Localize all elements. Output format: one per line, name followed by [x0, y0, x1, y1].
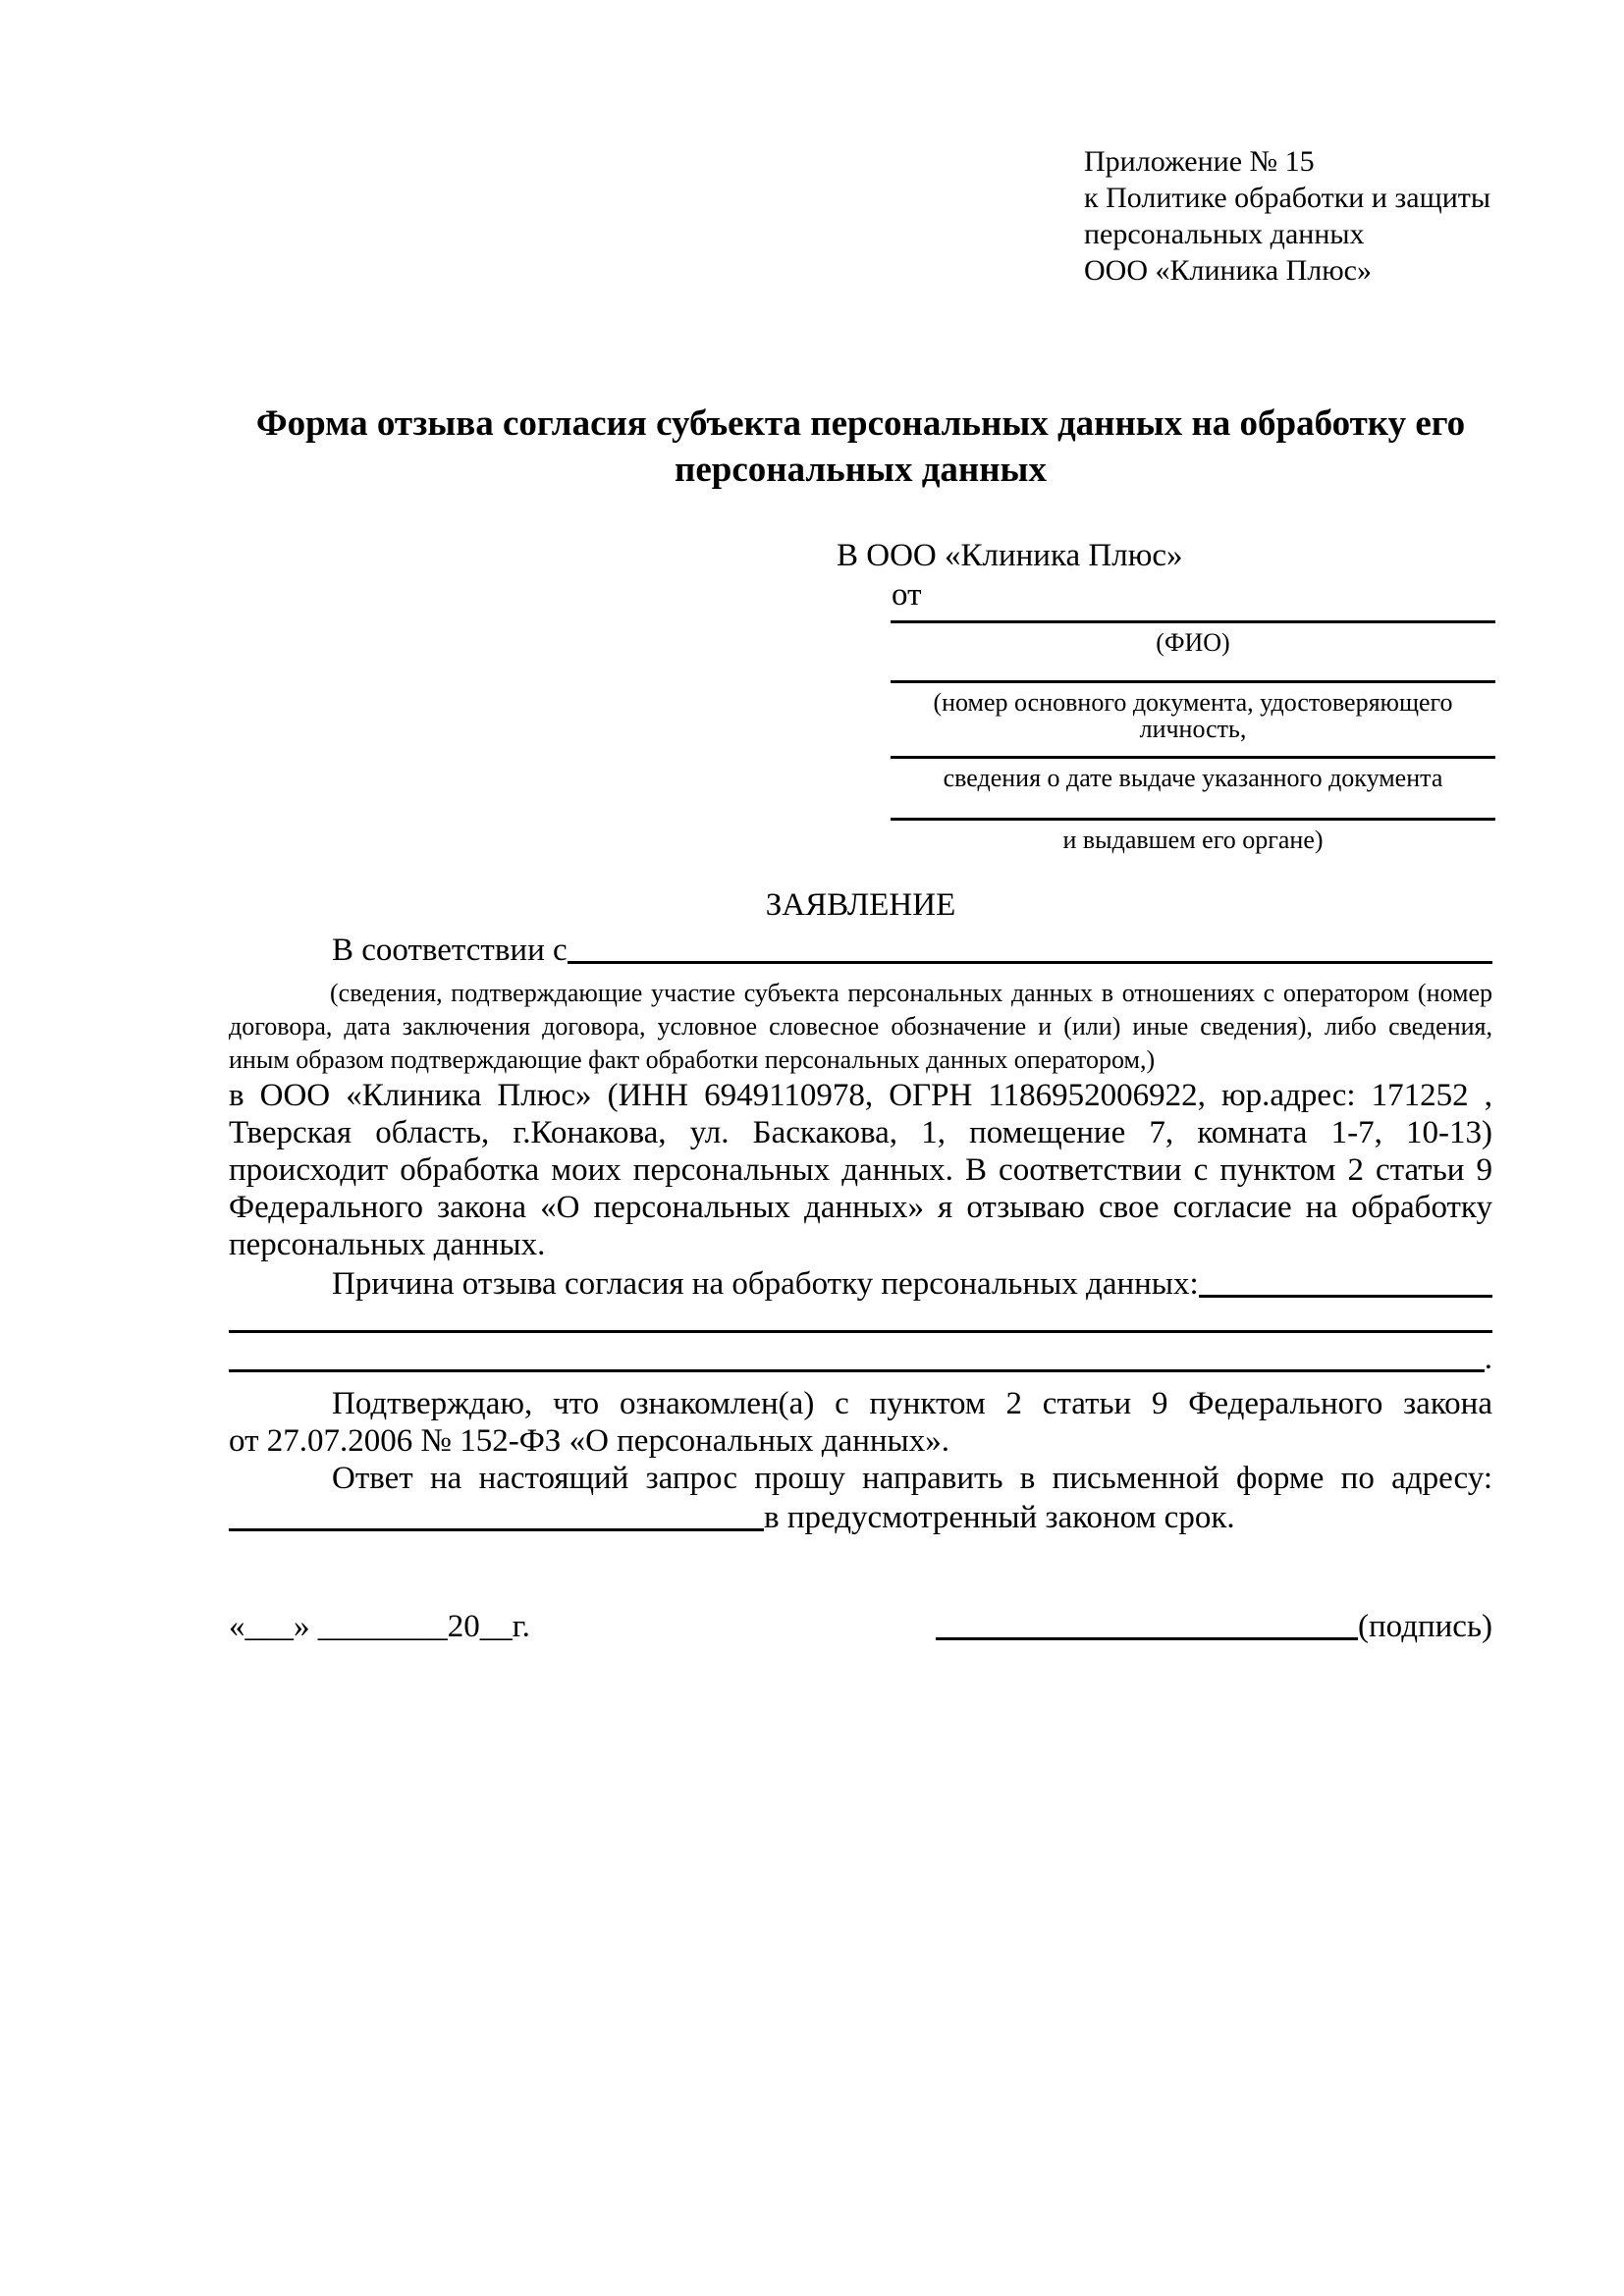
- issue-date-caption: сведения о дате выдаче указанного документа: [943, 764, 1443, 792]
- doc-number-caption: (номер основного документа, удостоверяющего личность,: [933, 688, 1453, 743]
- appendix-block: [1084, 143, 1490, 289]
- reason-blank-line: [1199, 1295, 1492, 1298]
- document-title: Форма отзыва согласия субъекта персональных данных на обработку его персональных данных: [255, 403, 1466, 490]
- intro-blank-line: [568, 961, 1492, 964]
- fine-print-note: (сведения, подтверждающие участие субъекта персональных данных в отношениях с оператором (номер договора, дата заключения договора, условное словесное обозначение и (или) иные сведения), либо сведения, иным образом подтверждающие факт обработки персональных данных оператором,): [229, 979, 1492, 1074]
- signature-caption: (подпись): [1358, 1609, 1492, 1644]
- addressee-from-label: от: [892, 577, 922, 613]
- reply-paragraph: Ответ на настоящий запрос прошу направить в письменной форме по адресу:: [332, 1461, 1492, 1496]
- statement-section: [229, 886, 1492, 1536]
- reply-address-line: [229, 1497, 1492, 1536]
- blank-line-2: [229, 1369, 1485, 1372]
- date-blank: «___» ________20__г.: [229, 1609, 530, 1644]
- statement-body: в ООО «Клиника Плюс» (ИНН 6949110978, ОГРН 1186952006922, юр.адрес: 171252 , Тверская область, г.Конакова, ул. Баскакова, 1, помещение 7, комната 1-7, 10-13) происходит обработка моих персональных данных. В соответствии с пунктом 2 статьи 9 Федерального закона «О персональных данных» я отзываю свое согласие на обработку персональных данных.: [229, 1078, 1492, 1262]
- addressee-to: В ООО «Клиника Плюс»: [837, 538, 1183, 573]
- appendix-line: персональных данных: [1084, 218, 1365, 250]
- issue-org-caption: и выдавшем его органе): [1062, 826, 1324, 854]
- reply-suffix: в предусмотренный законом срок.: [764, 1500, 1235, 1535]
- appendix-line: Приложение № 15: [1084, 145, 1315, 178]
- issue-date-blank-line: [891, 756, 1495, 759]
- appendix-line: ООО «Клиника Плюс»: [1084, 254, 1372, 287]
- reason-prefix: Причина отзыва согласия на обработку персональных данных:: [332, 1266, 1199, 1302]
- intro-line: [229, 930, 1492, 969]
- blank-line-terminator: .: [1484, 1341, 1492, 1376]
- intro-prefix: В соответствии с: [332, 933, 568, 968]
- fio-caption: (ФИО): [1156, 628, 1230, 657]
- reason-line: [229, 1263, 1492, 1303]
- fio-blank-line: [891, 620, 1495, 623]
- signature-blank-line: [936, 1637, 1358, 1640]
- confirm-paragraph: Подтверждаю, что ознакомлен(а) с пунктом 2 статьи 9 Федерального закона от 27.07.2006 № 152-ФЗ «О персональных данных».: [229, 1386, 1492, 1459]
- blank-line-row: [229, 1303, 1492, 1338]
- signature-row: [229, 1608, 1492, 1645]
- statement-heading: ЗАЯВЛЕНИЕ: [765, 887, 956, 923]
- blank-line-1: [229, 1330, 1492, 1333]
- reply-address-blank-line: [229, 1528, 764, 1531]
- doc-number-blank-line: [891, 680, 1495, 683]
- blank-line-row: [229, 1338, 1492, 1377]
- appendix-line: к Политике обработки и защиты: [1084, 182, 1491, 214]
- issue-org-blank-line: [891, 818, 1495, 821]
- signature-group: [936, 1608, 1492, 1645]
